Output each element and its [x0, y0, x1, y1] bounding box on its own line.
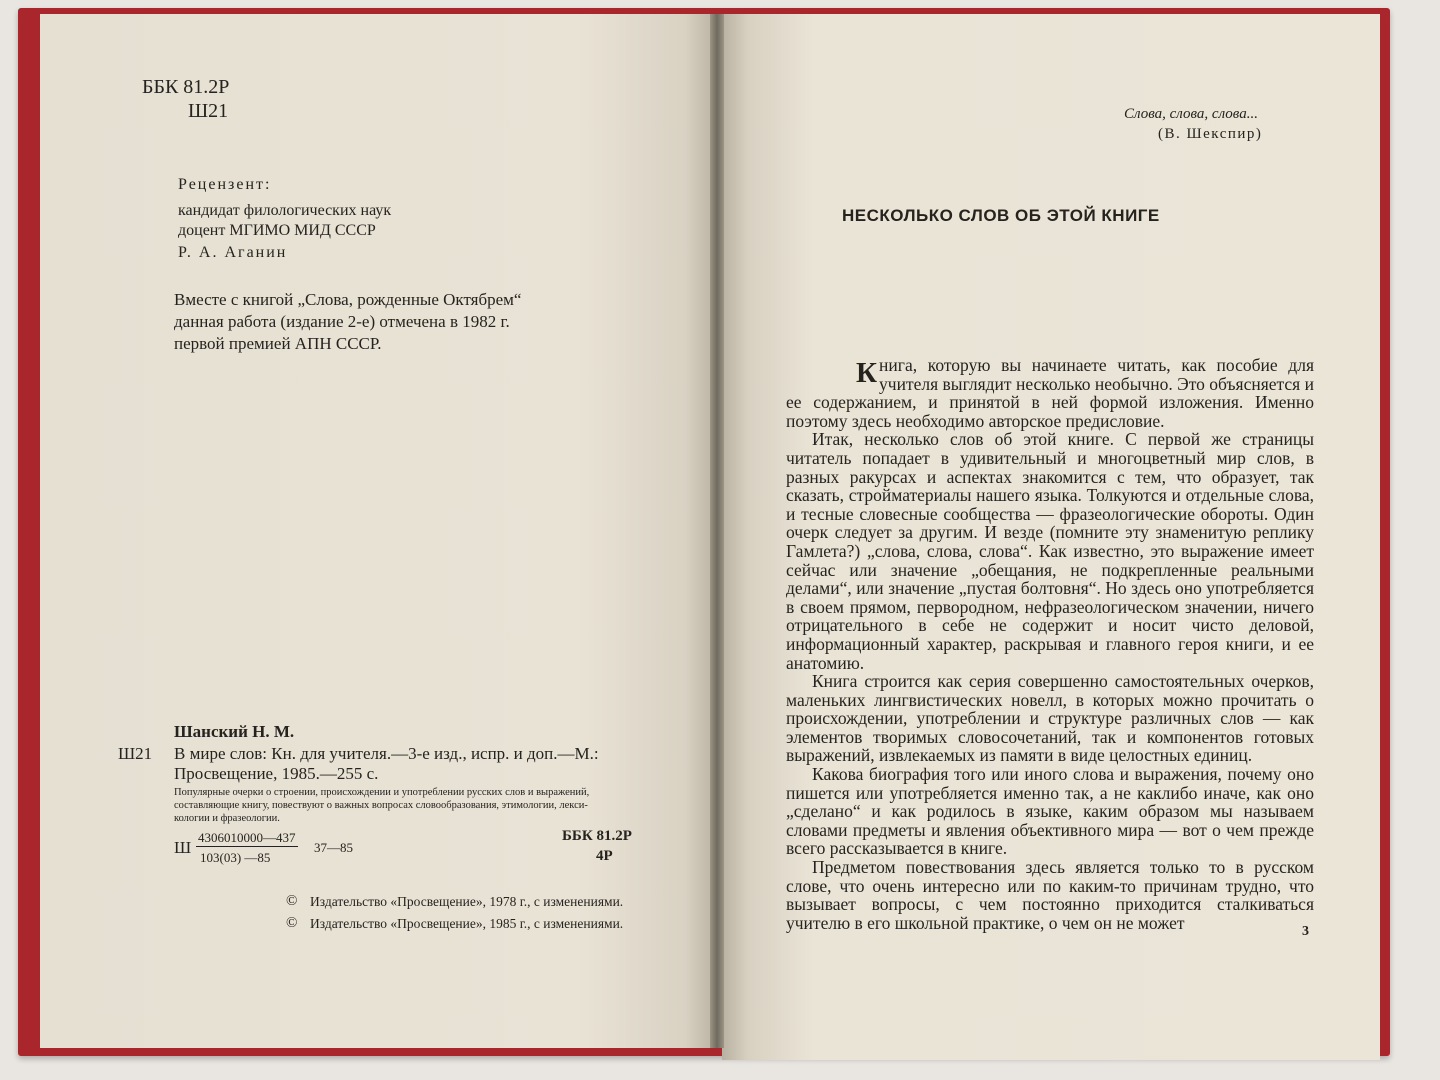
drop-cap: К — [856, 357, 878, 389]
annotation-line-1: Популярные очерки о строении, происхождении и употреблении русских слов и выражений, — [174, 787, 590, 798]
epigraph-author: (В. Шекспир) — [1158, 126, 1263, 142]
bbk-bottom-2: 4Р — [596, 848, 613, 864]
award-line-3: первой премией АПН СССР. — [174, 334, 382, 353]
reviewer-name: Р. А. Аганин — [178, 244, 288, 261]
author-name: Шанский Н. М. — [174, 722, 295, 741]
award-line-1: Вместе с книгой „Слова, рожденные Октябрем“ — [174, 290, 522, 309]
award-line-2: данная работа (издание 2-е) отмечена в 1982 г. — [174, 312, 510, 331]
reviewer-label: Рецензент: — [178, 176, 272, 193]
biblio-line-2: Просвещение, 1985.—255 с. — [174, 764, 379, 783]
copyright-line-1: Издательство «Просвещение», 1978 г., с изменениями. — [310, 894, 624, 909]
body-text — [786, 356, 1314, 932]
sh-code: Ш21 — [188, 100, 229, 122]
reviewer-line-1: кандидат филологических наук — [178, 202, 392, 219]
left-page — [40, 14, 712, 1048]
biblio-line-1: В мире слов: Кн. для учителя.—3-е изд., испр. и доп.—М.: — [174, 744, 599, 763]
book-gutter — [710, 14, 724, 1048]
sig-bottom: 103(03) —85 — [200, 850, 271, 865]
reviewer-line-2: доцент МГИМО МИД СССР — [178, 222, 376, 239]
sig-range: 37—85 — [314, 840, 353, 855]
paragraph-1: Книга, которую вы начинаете читать, как пособие для учителя выглядит несколько необычно. Это объясняется и ее содержанием, и принятой в ней формой изложения. Именно поэтому здесь необходимо авторское предисловие. — [786, 355, 1314, 431]
sig-top: 4306010000—437 — [198, 830, 296, 845]
paragraph-5: Предметом повествования здесь является только то в русском слове, что очень интересно или по каким-то причинам трудно, что вызывает вопросы, с чем постоянно приходится сталкиваться учителю в его школьной практике, о чем он не может — [786, 857, 1314, 933]
copyright-symbol-2: © — [286, 915, 298, 931]
annotation-line-2: составляющие книгу, повествуют о важных вопросах словообразования, этимологии, лекси- — [174, 800, 588, 811]
paragraph-4: Какова биография того или иного слова и выражения, почему оно пишется или употребляется именно так, а не каклибо иначе, как оно „сделано“ и как родилось в языке, каким образом мы называем словами предметы и явления объективного мира — вот о чем прежде всего рассказывается в книге. — [786, 764, 1314, 859]
copyright-symbol-1: © — [286, 893, 298, 909]
annotation-line-3: кологии и фразеологии. — [174, 813, 280, 824]
copyright-line-2: Издательство «Просвещение», 1985 г., с изменениями. — [310, 916, 624, 931]
page-number: 3 — [1302, 924, 1309, 939]
paragraph-3: Книга строится как серия совершенно самостоятельных очерков, маленьких лингвистических новелл, в которых можно прочитать о происхождении, употреблении и структуре различных слов — как элементов творимых словосочетаний, так и компонентов готовых выражений, извлекаемых из памяти в виде целостных единиц. — [786, 671, 1314, 766]
chapter-heading: НЕСКОЛЬКО СЛОВ ОБ ЭТОЙ КНИГЕ — [842, 206, 1160, 225]
paragraph-2: Итак, несколько слов об этой книге. С первой же страницы читатель попадает в удивительный и многоцветный мир слов, в разных ракурсах и аспектах знакомится с тем, что образует, так сказать, стройматериалы нашего языка. Толкуются и отдельные слова, и тесные словесные сообщества — фразеологические обороты. Один очерк следует за другим. И везде (помните эту знаменитую реплику Гамлета?) „слова, слова, слова“. Как известно, это выражение имеет сейчас или значение „обещания, не подкрепленные реальными делами“, или значение „пустая болтовня“. Но здесь оно употребляется в своем прямом, первородном, нефразеологическом значении, ничего отрицательного в себе не содержит и носит чисто деловой, информационный характер, раскрывая и главного героя книги, и ее анатомию. — [786, 429, 1314, 673]
bbk-code: ББК 81.2Р — [142, 76, 230, 98]
epigraph: Слова, слова, слова... — [1124, 106, 1258, 122]
bbk-bottom: ББК 81.2Р — [562, 828, 632, 844]
biblio-code: Ш21 — [118, 744, 153, 763]
sig-letter: Ш — [174, 838, 192, 857]
